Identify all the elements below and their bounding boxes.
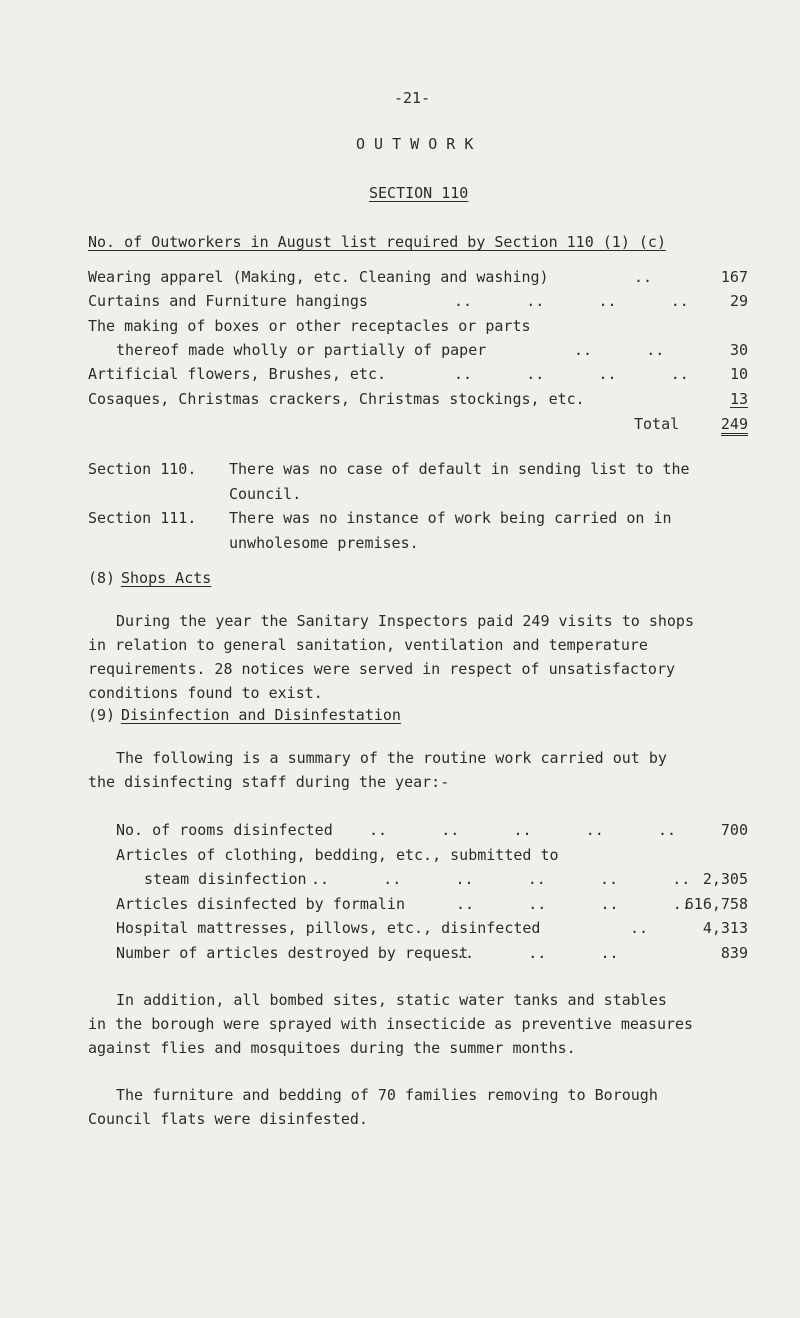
leader-dots: .. .. .. .. .. .. xyxy=(311,870,691,888)
page-number: -21- xyxy=(394,89,431,107)
paragraph-line: Council flats were disinfested. xyxy=(88,1110,368,1128)
leader-dots: .. .. .. .. xyxy=(454,292,689,310)
leader-dots: .. .. .. xyxy=(456,944,619,962)
leader-dots: .. .. .. .. xyxy=(456,895,691,913)
item-value: 30 xyxy=(729,341,748,359)
leader-dots: .. .. .. .. .. xyxy=(369,821,677,839)
section-text: There was no instance of work being carried on in xyxy=(229,509,672,527)
item-label: Articles disinfected by formalin xyxy=(116,895,405,913)
paragraph-line: in the borough were sprayed with insecticide as preventive measures xyxy=(88,1015,694,1033)
total-value: 249 xyxy=(721,415,748,436)
item-value: 29 xyxy=(729,292,748,310)
paragraph-line: In addition, all bombed sites, static water tanks and stables xyxy=(116,991,667,1009)
item-label: thereof made wholly or partially of paper xyxy=(116,341,487,359)
item-value: 2,305 xyxy=(702,870,748,888)
item-value: 700 xyxy=(720,821,748,839)
item-value: 839 xyxy=(720,944,748,962)
section-heading: Shops Acts xyxy=(121,569,212,587)
section-heading: Disinfection and Disinfestation xyxy=(121,706,401,724)
outworkers-caption: No. of Outworkers in August list required by Section 110 (1) (c) xyxy=(88,233,666,251)
section-label: Section 110. xyxy=(88,460,197,478)
item-label: No. of rooms disinfected xyxy=(116,821,333,839)
leader-dots: .. .. .. .. xyxy=(454,365,689,383)
item-label: Artificial flowers, Brushes, etc. xyxy=(88,365,387,383)
section-label: Section 111. xyxy=(88,509,197,527)
item-value: 167 xyxy=(720,268,748,286)
paragraph-line: requirements. 28 notices were served in respect of unsatisfactory xyxy=(88,660,675,678)
total-label: Total xyxy=(634,415,680,433)
item-label: Cosaques, Christmas crackers, Christmas stockings, etc. xyxy=(88,390,585,408)
paragraph-line: the disinfecting staff during the year:- xyxy=(88,773,450,791)
item-label: Curtains and Furniture hangings xyxy=(88,292,368,310)
item-value: 616,758 xyxy=(684,895,748,913)
paragraph-line: During the year the Sanitary Inspectors paid 249 visits to shops xyxy=(116,612,694,630)
paragraph-line: in relation to general sanitation, ventilation and temperature xyxy=(88,636,648,654)
leader-dots: .. .. xyxy=(574,341,665,359)
paragraph-line: The furniture and bedding of 70 families removing to Borough xyxy=(116,1086,658,1104)
section-text: Council. xyxy=(229,485,302,503)
item-label: Wearing apparel (Making, etc. Cleaning and washing) xyxy=(88,268,549,286)
item-label: The making of boxes or other receptacles or parts xyxy=(88,317,531,335)
item-label: steam disinfection xyxy=(144,870,307,888)
section-number: (8) xyxy=(88,569,116,587)
leader-dots: .. xyxy=(634,268,653,286)
item-value: 13 xyxy=(729,390,748,408)
item-value: 10 xyxy=(729,365,748,383)
section-text: unwholesome premises. xyxy=(229,534,419,552)
item-value: 4,313 xyxy=(702,919,748,937)
item-label: Articles of clothing, bedding, etc., submitted to xyxy=(116,846,559,864)
section-title: SECTION 110 xyxy=(369,184,469,202)
paragraph-line: The following is a summary of the routine work carried out by xyxy=(116,749,667,767)
item-label: Hospital mattresses, pillows, etc., disinfected xyxy=(116,919,541,937)
page-heading: O U T W O R K xyxy=(356,135,474,153)
leader-dots: .. xyxy=(630,919,649,937)
section-text: There was no case of default in sending list to the xyxy=(229,460,690,478)
section-number: (9) xyxy=(88,706,116,724)
paragraph-line: against flies and mosquitoes during the summer months. xyxy=(88,1039,576,1057)
total-value-wrap xyxy=(721,414,748,434)
item-label: Number of articles destroyed by request xyxy=(116,944,469,962)
paragraph-line: conditions found to exist. xyxy=(88,684,323,702)
